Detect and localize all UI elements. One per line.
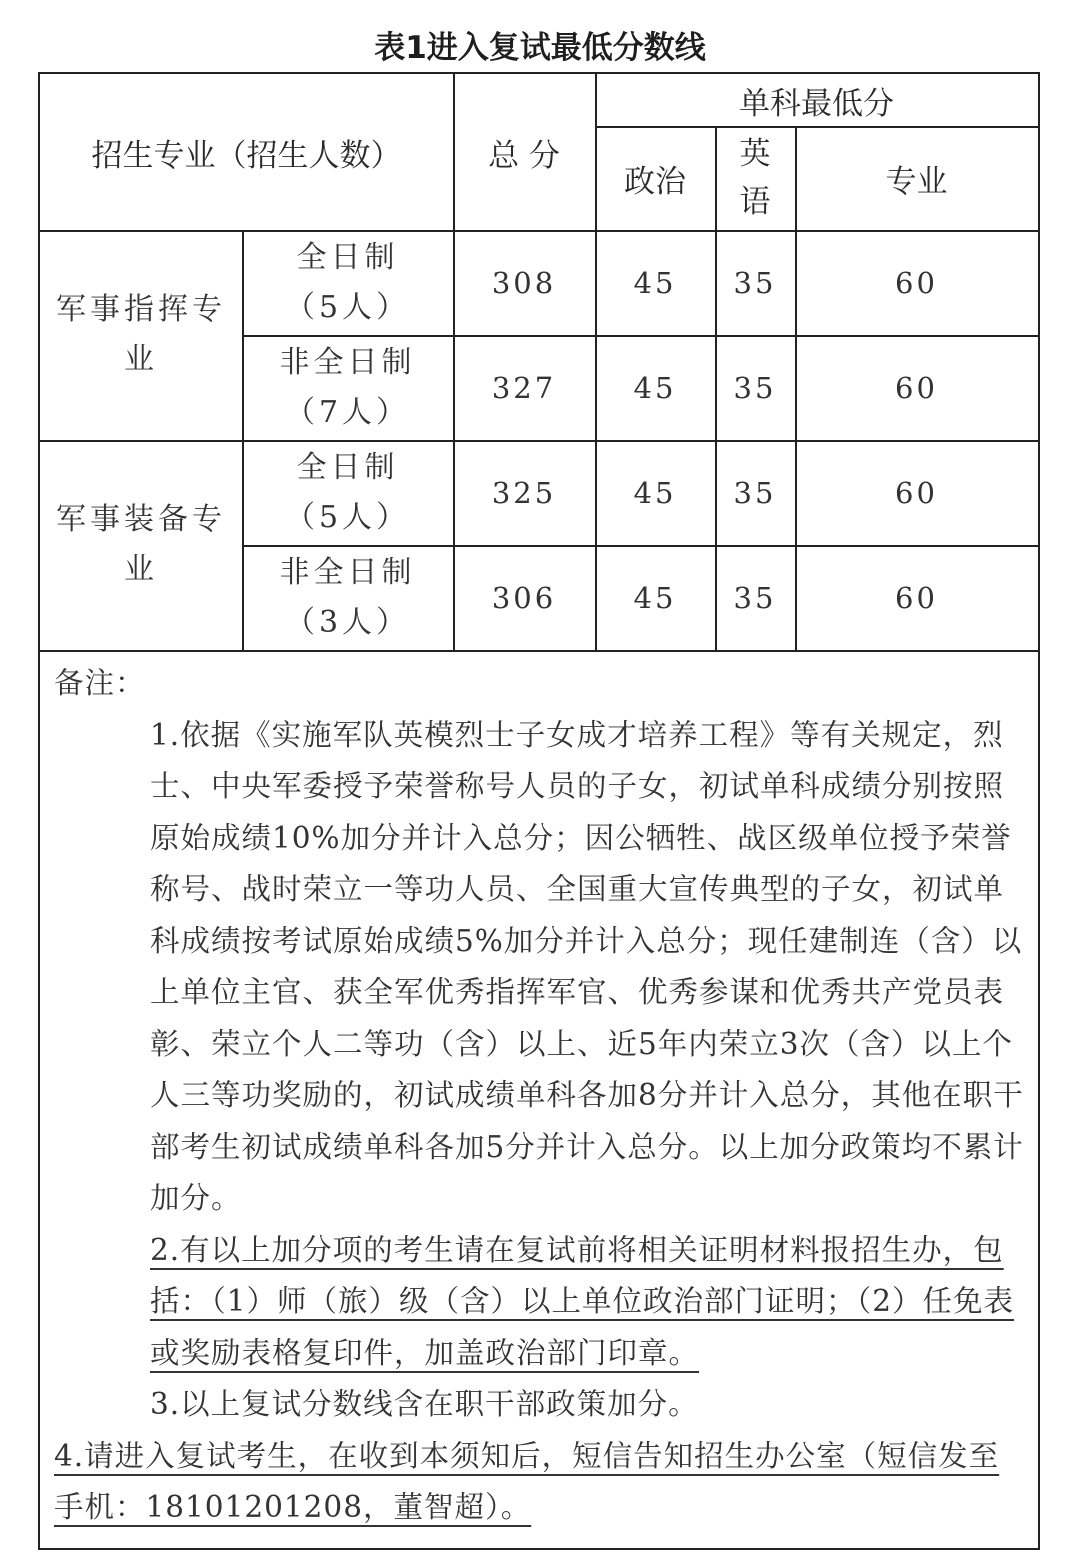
header-politics: 政治: [624, 163, 686, 200]
specialty-cell: 60: [895, 580, 938, 615]
english-cell: 35: [733, 265, 777, 300]
table-row: [242, 230, 453, 335]
mode-label: 全日制: [296, 449, 399, 485]
english-cell: 35: [733, 580, 777, 615]
mode-label: 非全日制: [279, 344, 416, 380]
header-english: 英 语: [739, 136, 771, 220]
specialty-cell: 60: [895, 370, 938, 405]
note-4: 4.请进入复试考生，在收到本须知后，短信告知招生办公室（短信发至手机：18101201208，董智超）。: [54, 1438, 1000, 1524]
table-row: [242, 545, 453, 650]
politics-cell: 45: [633, 370, 677, 405]
specialty-cell: 60: [895, 265, 938, 300]
english-cell: 35: [733, 370, 777, 405]
notes-top-line: [40, 650, 1038, 652]
table-title: 表1进入复试最低分数线: [374, 30, 706, 66]
notes-label: 备注：: [54, 666, 146, 700]
header-specialty: 专业: [885, 163, 948, 200]
count-label: （5人）: [284, 499, 411, 535]
total-cell: 308: [491, 265, 557, 300]
total-cell: 327: [491, 370, 557, 405]
count-label: （3人）: [284, 604, 411, 640]
politics-cell: 45: [633, 580, 677, 615]
note-2: 2.有以上加分项的考生请在复试前将相关证明材料报招生办，包括：（1）师（旅）级（含）以上单位政治部门证明；（2）任免表或奖励表格复印件，加盖政治部门印章。: [150, 1232, 1015, 1370]
table-row: [242, 335, 453, 440]
note-3: 3.以上复试分数线含在职干部政策加分。: [150, 1387, 699, 1421]
politics-cell: 45: [633, 265, 677, 300]
mode-label: 非全日制: [279, 554, 416, 590]
note-1: 1.依据《实施军队英模烈士子女成才培养工程》等有关规定，烈士、中央军委授予荣誉称号人员的子女，初试单科成绩分别按照原始成绩10%加分并计入总分；因公牺牲、战区级单位授予荣誉称号、战时荣立一等功人员、全国重大宣传典型的子女，初试单科成绩按考试原始成绩5%加分并计入总分；现任建制连（含）以上单位主官、获全军优秀指挥军官、优秀参谋和优秀共产党员表彰、荣立个人二等功（含）以上、近5年内荣立3次（含）以上个人三等功奖励的，初试成绩单科各加8分并计入总分，其他在职干部考生初试成绩单科各加5分并计入总分。以上加分政策均不累计加分。: [150, 717, 1024, 1215]
header-major: 招生专业（招生人数）: [91, 137, 402, 174]
total-cell: 306: [491, 580, 557, 615]
politics-cell: 45: [633, 475, 677, 510]
english-cell: 35: [733, 475, 777, 510]
count-label: （7人）: [284, 394, 411, 430]
notes-section: [54, 658, 1024, 1534]
specialty-cell: 60: [895, 475, 938, 510]
mode-label: 全日制: [296, 239, 399, 275]
major-equipment: 军事装备专业: [56, 502, 226, 587]
count-label: （5人）: [284, 289, 411, 325]
total-cell: 325: [491, 475, 557, 510]
table-row: [242, 440, 453, 545]
header-single-subject: 单科最低分: [739, 85, 894, 122]
major-command: 军事指挥专业: [56, 292, 226, 377]
header-total: 总 分: [488, 137, 560, 174]
score-table: [38, 72, 1040, 1550]
